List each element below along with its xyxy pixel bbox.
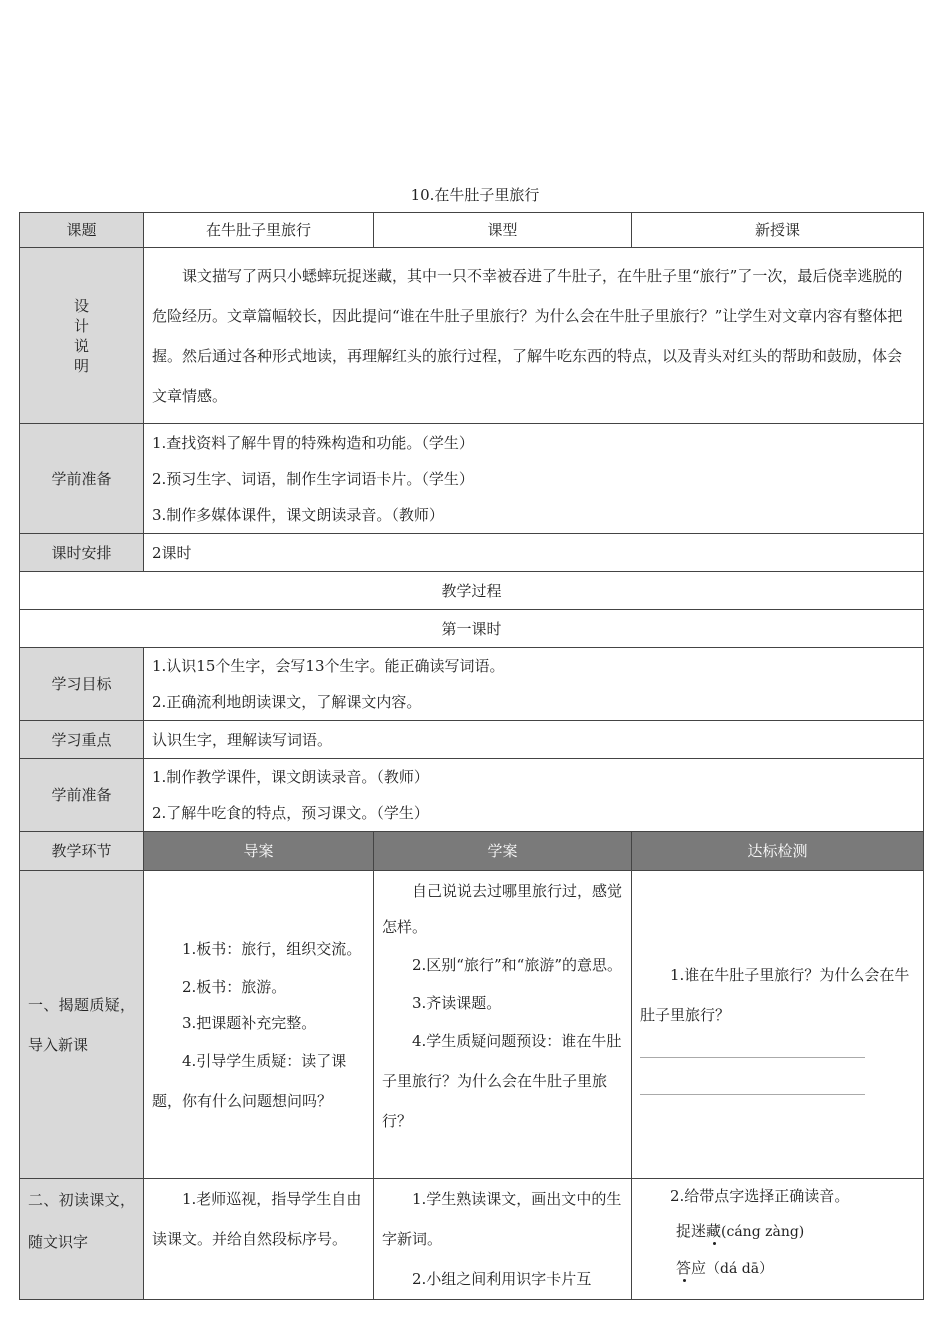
col-stage: 教学环节 <box>20 832 144 871</box>
pinyin-item-1: 捉迷藏(cáng zàng) <box>676 1222 805 1240</box>
answer-line-2[interactable] <box>640 1094 865 1095</box>
col-learn: 学案 <box>374 832 632 871</box>
row1-learn: 自己说说去过哪里旅行过，感觉怎样。 2.区别“旅行”和“旅游”的意思。 3.齐读课题。 4.学生质疑问题预设：谁在牛肚子里旅行？为什么会在牛肚子里旅行？ <box>374 871 632 1179</box>
topic-value: 在牛肚子里旅行 <box>144 213 374 248</box>
design-text: 课文描写了两只小蟋蟀玩捉迷藏，其中一只不幸被吞进了牛肚子，在牛肚子里“旅行”了一次，最后侥幸逃脱的危险经历。文章篇幅较长，因此提问“谁在牛肚子里旅行？为什么会在牛肚子里旅行？”让学生对文章内容有整体把握。然后通过各种形式地读，再理解红头的旅行过程，了解牛吃东西的特点，以及青头对红头的帮助和鼓励，体会文章情感。 <box>144 248 924 424</box>
prep2-items: 1.制作教学课件，课文朗读录音。（教师） 2.了解牛吃食的特点，预习课文。（学生） <box>144 759 924 832</box>
prep2-row <box>20 759 924 832</box>
answer-line-1[interactable] <box>640 1057 865 1058</box>
col-check: 达标检测 <box>632 832 924 871</box>
schedule-value: 2课时 <box>144 534 924 572</box>
schedule-row <box>20 534 924 572</box>
prep2-label: 学前准备 <box>20 759 144 832</box>
topic-label: 课题 <box>20 213 144 248</box>
goals-items: 1.认识15个生字，会写13个生字。能正确读写词语。 2.正确流利地朗读课文，了解课文内容。 <box>144 648 924 721</box>
design-label: 设 计 说 明 <box>20 248 144 424</box>
prep1-label: 学前准备 <box>20 424 144 534</box>
design-row <box>20 248 924 424</box>
columns-row <box>20 832 924 871</box>
goals-row <box>20 648 924 721</box>
row1 <box>20 871 924 1179</box>
row2-stage: 二、初读课文，随文识字 <box>20 1179 144 1300</box>
row1-check: 1.谁在牛肚子里旅行？为什么会在牛肚子里旅行？ <box>632 871 924 1179</box>
lesson-plan-table <box>19 212 924 1300</box>
schedule-label: 课时安排 <box>20 534 144 572</box>
header-row <box>20 213 924 248</box>
focus-row <box>20 721 924 759</box>
row2-check: 2.给带点字选择正确读音。 捉迷藏(cáng zàng) 答应（dá dā） <box>632 1179 924 1300</box>
row2 <box>20 1179 924 1300</box>
document-title: 10.在牛肚子里旅行 <box>410 186 540 204</box>
lesson1-title-row <box>20 610 924 648</box>
type-value: 新授课 <box>632 213 924 248</box>
focus-label: 学习重点 <box>20 721 144 759</box>
col-guide: 导案 <box>144 832 374 871</box>
row1-guide: 1.板书：旅行，组织交流。 2.板书：旅游。 3.把课题补充完整。 4.引导学生质疑：读了课题，你有什么问题想问吗？ <box>144 871 374 1179</box>
process-title: 教学过程 <box>20 572 924 610</box>
process-title-row <box>20 572 924 610</box>
prep1-items: 1.查找资料了解牛胃的特殊构造和功能。（学生） 2.预习生字、词语，制作生字词语卡片。（学生） 3.制作多媒体课件，课文朗读录音。（教师） <box>144 424 924 534</box>
goals-label: 学习目标 <box>20 648 144 721</box>
row2-guide: 1.老师巡视，指导学生自由读课文。并给自然段标序号。 <box>144 1179 374 1300</box>
type-label: 课型 <box>374 213 632 248</box>
lesson1-title: 第一课时 <box>20 610 924 648</box>
focus-value: 认识生字，理解读写词语。 <box>144 721 924 759</box>
row2-learn: 1.学生熟读课文，画出文中的生字新词。 2.小组之间利用识字卡片互 <box>374 1179 632 1300</box>
pinyin-item-2: 答应（dá dā） <box>676 1259 774 1277</box>
row1-stage: 一、揭题质疑，导入新课 <box>20 871 144 1179</box>
prep1-row <box>20 424 924 534</box>
